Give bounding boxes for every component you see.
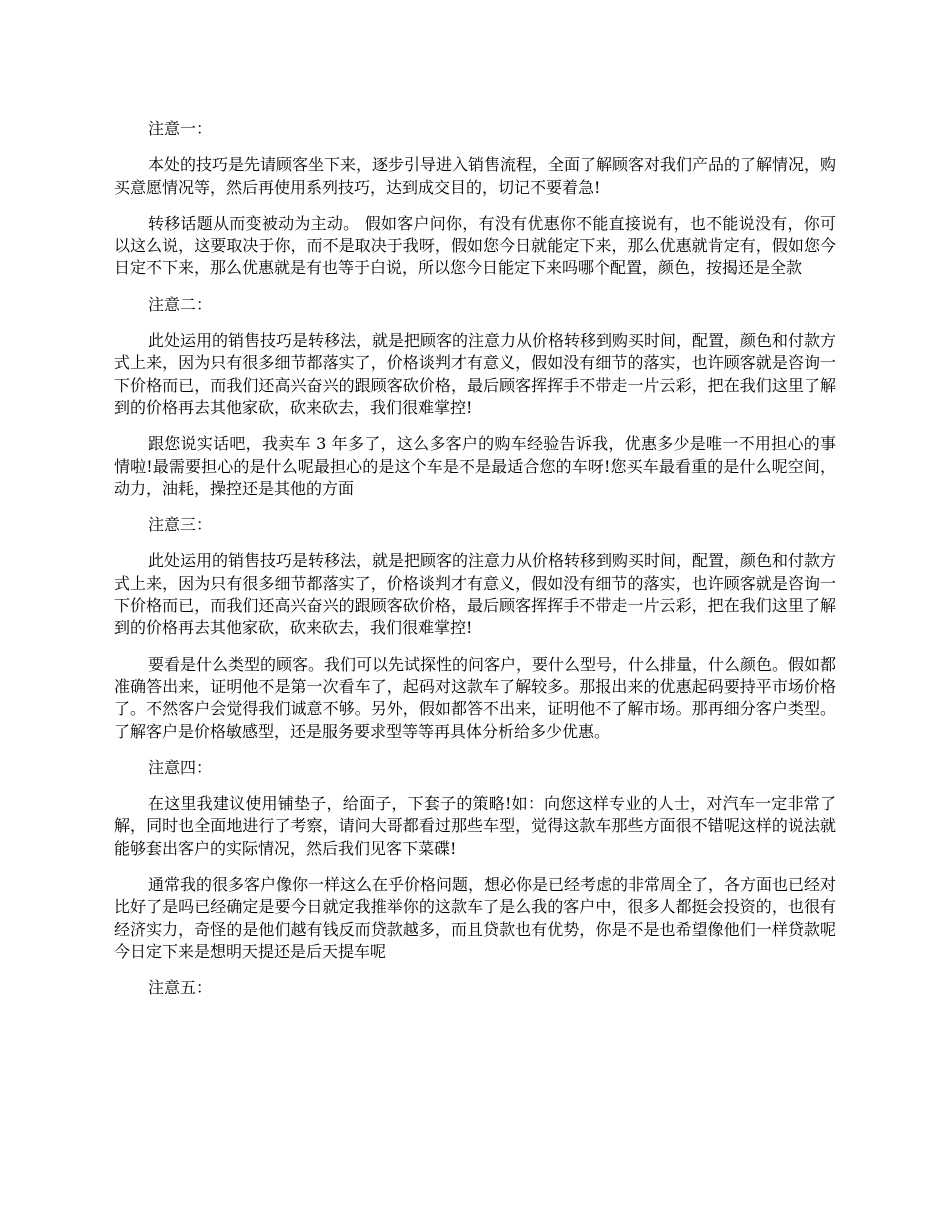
paragraph: 此处运用的销售技巧是转移法，就是把顾客的注意力从价格转移到购买时间，配置，颜色和付款方式上来，因为只有很多细节都落实了，价格谈判才有意义，假如没有细节的落实，也许顾客就是咨询一下价格而已，而我们还高兴奋兴的跟顾客砍价格，最后顾客挥挥手不带走一片云彩，把在我们这里了解到的价格再去其他家砍，砍来砍去，我们很难掌控! xyxy=(114,551,837,638)
paragraph: 转移话题从而变被动为主动。 假如客户问你，有没有优惠你不能直接说有，也不能说没有，你可以这么说，这要取决于你，而不是取决于我呀，假如您今日就能定下来，那么优惠就肯定有，假如您今日定不下来，那么优惠就是有也等于白说，所以您今日能定下来吗哪个配置，颜色，按揭还是全款 xyxy=(114,213,836,278)
heading-note-2: 注意二： xyxy=(148,294,213,314)
paragraph: 在这里我建议使用铺垫子，给面子，下套子的策略!如：向您这样专业的人士，对汽车一定非常了解，同时也全面地进行了考察，请问大哥都看过那些车型，觉得这款车那些方面很不错呢这样的说法就能够套出客户的实际情况，然后我们见客下菜碟! xyxy=(114,794,836,858)
document-page xyxy=(114,118,836,1014)
paragraph: 本处的技巧是先请顾客坐下来，逐步引导进入销售流程，全面了解顾客对我们产品的了解情况，购买意愿情况等，然后再使用系列技巧，达到成交目的，切记不要着急! xyxy=(114,155,837,197)
paragraph: 要看是什么类型的顾客。我们可以先试探性的问客户，要什么型号，什么排量，什么颜色。假如都准确答出来，证明他不是第一次看车了，起码对这款车了解较多。那报出来的优惠起码要持平市场价格了。不然客户会觉得我们诚意不够。另外，假如都答不出来，证明他不了解市场。那再细分客户类型。了解客户是价格敏感型，还是服务要求型等等再具体分析给多少优惠。 xyxy=(114,654,837,741)
heading-note-4: 注意四： xyxy=(148,757,213,777)
paragraph: 通常我的很多客户像你一样这么在乎价格问题，想必你是已经考虑的非常周全了，各方面也已经对比好了是吗已经确定是要今日就定我推举你的这款车了是么我的客户中，很多人都挺会投资的，也很有经济实力，奇怪的是他们越有钱反而贷款越多，而且贷款也有优势，你是不是也希望像他们一样贷款呢今日定下来是想明天提还是后天提车呢 xyxy=(114,875,837,961)
heading-note-1: 注意一： xyxy=(148,119,213,138)
heading-note-5: 注意五： xyxy=(148,978,213,998)
paragraph: 此处运用的销售技巧是转移法，就是把顾客的注意力从价格转移到购买时间，配置，颜色和付款方式上来，因为只有很多细节都落实了，价格谈判才有意义，假如没有细节的落实，也许顾客就是咨询一下价格而已，而我们还高兴奋兴的跟顾客砍价格，最后顾客挥挥手不带走一片云彩，把在我们这里了解到的价格再去其他家砍，砍来砍去，我们很难掌控! xyxy=(114,331,837,417)
heading-note-3: 注意三： xyxy=(148,515,213,535)
paragraph: 跟您说实话吧，我卖车 3 年多了，这么多客户的购车经验告诉我，优惠多少是唯一不用担心的事情啦!最需要担心的是什么呢最担心的是这个车是不是最适合您的车呀!您买车最看重的是什么呢空间，动力，油耗，操控还是其他的方面 xyxy=(114,434,836,498)
